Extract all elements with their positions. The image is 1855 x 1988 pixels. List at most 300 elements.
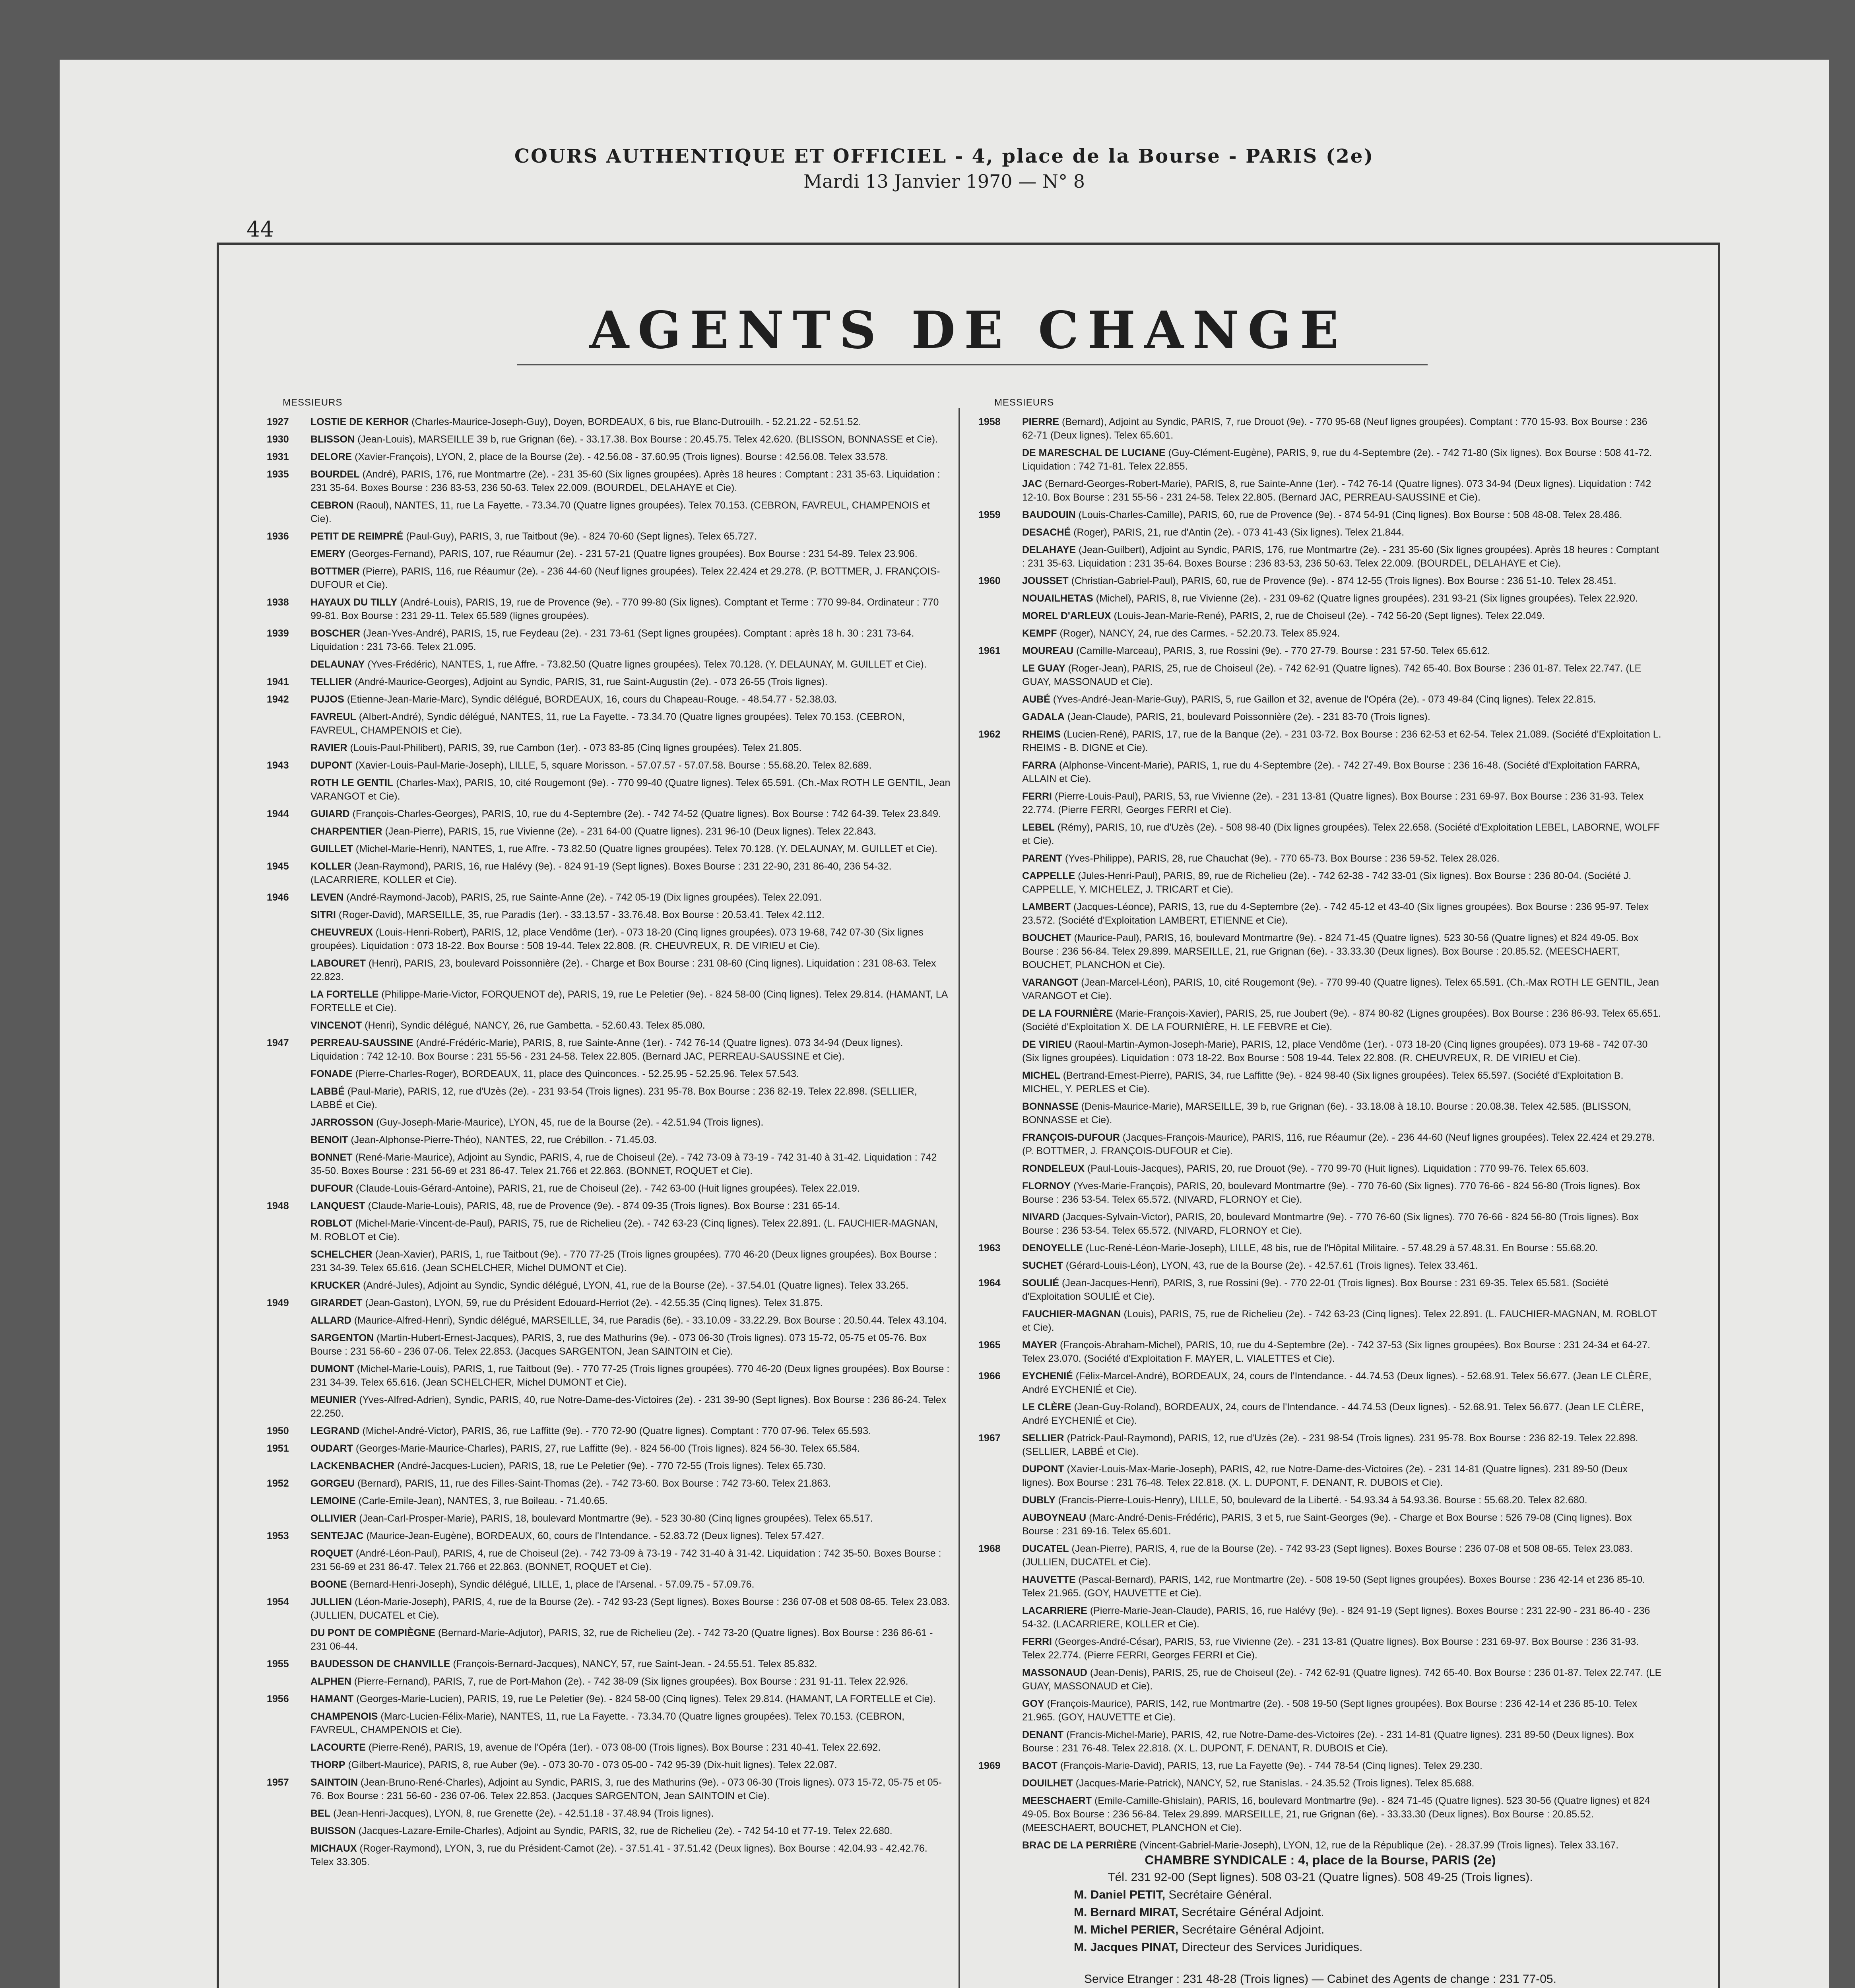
agent-entry [267,450,951,464]
entry-year: 1927 [267,416,289,427]
agent-details: (Jacques-Lazare-Emile-Charles), Adjoint au Syndic, PARIS, 32, rue de Richelieu (2e). - 742 54-10 et 77-19. Telex 22.680. [355,1825,893,1837]
agent-details: (Yves-Marie-François), PARIS, 20, boulevard Montmartre (9e). - 770 76-60 (Six lignes). 770 76-66 - 824 56-80 (Trois lignes). Box Bourse : 236 53-54. Telex 65.572. (NIVARD, FLORNOY et Cie). [1022,1180,1640,1205]
agent-entry [978,1276,1662,1303]
agent-details: (Jacques-François-Maurice), PARIS, 116, rue Réaumur (2e). - 236 44-60 (Neuf lignes groupées). Telex 22.424 et 29.278. (P. BOTTMER, J. FRANÇOIS-DUFOUR et Cie). [1022,1132,1655,1157]
agent-name: AUBÉ [1022,694,1050,705]
agent-details: (Jean-Alphonse-Pierre-Théo), NANTES, 22, rue Crébillon. - 71.45.03. [348,1134,657,1145]
agent-entry [267,530,951,543]
agent-name: TELLIER [310,676,352,687]
agent-entry [978,1131,1662,1158]
agent-name: DENOYELLE [1022,1242,1083,1254]
entry-year: 1953 [267,1530,289,1541]
agent-name: BONNASSE [1022,1101,1079,1112]
agent-entry [978,609,1662,623]
agent-details: (Gilbert-Maurice), PARIS, 8, rue Auber (9e). - 073 30-70 - 073 05-00 - 742 95-39 (Dix-huit lignes). Telex 22.087. [345,1759,837,1771]
agent-entry [267,1424,951,1438]
agent-name: BAUDOUIN [1022,509,1076,520]
agent-name: BOUCHET [1022,932,1071,944]
agent-details: (Jules-Henri-Paul), PARIS, 89, rue de Richelieu (2e). - 742 62-38 - 742 33-01 (Six lignes). Box Bourse : 236 80-04. (Société J. CAPPELLE, Y. MICHELEZ, J. TRICART et Cie). [1022,870,1632,895]
entry-year: 1952 [267,1478,289,1489]
agent-name: LABOURET [310,958,366,969]
service-line: Service Etranger : 231 48-28 (Trois lignes) — Cabinet des Agents de change : 231 77-05. [1084,1972,1556,1986]
agent-details: (Louis-Paul-Philibert), PARIS, 39, rue Cambon (1er). - 073 83-85 (Cinq lignes groupées). Telex 21.805. [347,742,802,753]
agent-name: FERRI [1022,1636,1052,1647]
entry-year [267,957,310,984]
agent-entry [267,1296,951,1310]
agent-name: DELAHAYE [1022,544,1076,555]
agent-name: GUILLET [310,843,353,854]
entry-year [267,1675,310,1688]
agent-entry [978,1728,1662,1755]
agent-details: (Carle-Emile-Jean), NANTES, 3, rue Boileau. - 71.40.65. [355,1495,608,1507]
entry-year: 1955 [267,1658,289,1670]
agent-entry [267,1442,951,1455]
staff-list [1022,1886,1618,1956]
agent-name: BRAC DE LA PERRIÈRE [1022,1840,1137,1851]
agent-entry [267,1578,951,1591]
agent-details: (Raoul), NANTES, 11, rue La Fayette. - 73.34.70 (Quatre lignes groupées). Telex 70.153. (CEBRON, FAVREUL, CHAMPENOIS et Cie). [310,500,930,524]
agent-details: (Maurice-Jean-Eugène), BORDEAUX, 60, cours de l'Intendance. - 52.83.72 (Deux lignes). Telex 57.427. [363,1530,825,1541]
entry-year: 1935 [267,469,289,480]
entry-year: 1965 [978,1340,1001,1351]
staff-member [1074,1939,1618,1956]
agent-details: (Louis-Henri-Robert), PARIS, 12, place Vendôme (1er). - 073 18-20 (Cinq lignes groupées). 073 19-68, 742 07-30 (Six lignes groupées). Liquidation : 073 18-22. Box Bourse : 508 19-44. Telex 22.808. (R. CHEUVREUX, R. DE VIRIEU et Cie). [310,927,924,951]
agent-entry [267,1248,951,1275]
agent-entry [978,543,1662,570]
entry-year [978,1666,1022,1693]
agent-details: (Jean-Pierre), PARIS, 15, rue Vivienne (2e). - 231 64-00 (Quatre lignes). 231 96-10 (Deux lignes). Telex 22.843. [382,826,876,837]
agent-entry [978,508,1662,522]
entry-year [978,1307,1022,1334]
agent-name: HAYAUX DU TILLY [310,597,398,608]
agent-details: (Marie-François-Xavier), PARIS, 25, rue Joubert (9e). - 874 80-82 (Lignes groupées). Box Bourse : 236 86-93. Telex 65.651. (Société d'Exploitation X. DE LA FOURNIÈRE, H. LE FEBVRE et Cie). [1022,1008,1661,1033]
agent-details: (Pierre-Fernand), PARIS, 7, rue de Port-Mahon (2e). - 742 38-09 (Six lignes groupées). Box Bourse : 231 91-11. Telex 22.926. [351,1676,908,1687]
agent-details: (Jean-Carl-Prosper-Marie), PARIS, 18, boulevard Montmartre (9e). - 523 30-80 (Cinq lignes groupées). Telex 65.517. [356,1513,873,1524]
agent-details: (André-Maurice-Georges), Adjoint au Syndic, PARIS, 31, rue Saint-Augustin (2e). - 073 26-55 (Trois lignes). [352,676,828,687]
agent-details: (Pierre-Louis-Paul), PARIS, 53, rue Vivienne (2e). - 231 13-81 (Quatre lignes). Box Bourse : 231 69-97. Box Bourse : 236 31-93. Telex 22.774. (Pierre FERRI, Georges FERRI et Cie). [1022,791,1644,815]
agent-entry [978,728,1662,755]
agent-entry [978,1179,1662,1206]
agent-details: (Bernard-Henri-Joseph), Syndic délégué, LILLE, 1, place de l'Arsenal. - 57.09.75 - 57.09.76. [347,1579,755,1590]
agent-name: SITRI [310,909,336,920]
agent-entry [267,1595,951,1622]
entry-year [978,1697,1022,1724]
agent-details: (Roger), NANCY, 24, rue des Carmes. - 52.20.73. Telex 85.924. [1057,628,1340,639]
agent-details: (Philippe-Marie-Victor, FORQUENOT de), PARIS, 19, rue Le Peletier (9e). - 824 58-00 (Cinq lignes). Telex 29.814. (HAMANT, LA FORTELLE et Cie). [310,989,947,1013]
agent-entry [978,790,1662,817]
agent-name: THORP [310,1759,345,1771]
agent-details: (Pierre-Charles-Roger), BORDEAUX, 11, place des Quinconces. - 52.25.95 - 52.25.96. Telex 57.543. [352,1068,799,1079]
entry-year [978,900,1022,927]
agent-name: SCHELCHER [310,1249,373,1260]
page-header [60,145,1829,192]
agent-name: DE LA FOURNIÈRE [1022,1008,1113,1019]
agent-entry [978,976,1662,1003]
agent-details: (André-Frédéric-Marie), PARIS, 8, rue Sainte-Anne (1er). - 742 76-14 (Quatre lignes). 073 34-94 (Deux lignes). Liquidation : 742 12-10. Box Bourse : 231 55-56 - 231 24-58. Telex 22.805. (Bernard JAC, PERREAU-SAUSSINE et Cie). [310,1037,903,1062]
agent-details: (Xavier-Louis-Paul-Marie-Joseph), LILLE, 5, square Morisson. - 57.07.57 - 57.07.58. Bourse : 55.68.20. Telex 82.689. [352,760,872,771]
agent-entry [978,931,1662,972]
entry-year [978,976,1022,1003]
agent-entry [978,759,1662,786]
agent-name: ROTH LE GENTIL [310,777,394,788]
agent-name: KEMPF [1022,628,1057,639]
entry-year [978,1794,1022,1835]
entry-year: 1944 [267,808,289,819]
agent-name: BUISSON [310,1825,356,1837]
agent-entry [978,1069,1662,1096]
agent-details: (Paul-Marie), PARIS, 12, rue d'Uzès (2e). - 231 93-54 (Trois lignes). 231 95-78. Box Bourse : 236 82-19. Telex 22.898. (SELLIER, LABBÉ et Cie). [310,1086,917,1110]
agent-details: (Jacques-Sylvain-Victor), PARIS, 20, boulevard Montmartre (9e). - 770 76-60 (Six lignes). 770 76-66 - 824 56-80 (Trois lignes). Box Bourse : 236 53-54. Telex 65.572. (NIVARD, FLORNOY et Cie). [1022,1211,1639,1236]
staff-role: Secrétaire Général Adjoint. [1178,1923,1325,1936]
agent-name: GOY [1022,1698,1044,1709]
agent-entry [267,1807,951,1820]
agent-name: LA FORTELLE [310,989,379,1000]
agent-entry [267,693,951,706]
agent-name: VINCENOT [310,1020,362,1031]
agent-name: BEL [310,1808,330,1819]
agent-details: (Guy-Clément-Eugène), PARIS, 9, rue du 4-Septembre (2e). - 742 71-80 (Six lignes). Box Bourse : 508 41-72. Liquidation : 742 71-81. Telex 22.855. [1022,447,1652,472]
entry-year: 1931 [267,451,289,462]
agent-entry [978,574,1662,588]
agent-name: MOUREAU [1022,645,1074,656]
entry-year [267,1842,310,1869]
agent-details: (Charles-Max), PARIS, 10, cité Rougemont (9e). - 770 99-40 (Quatre lignes). Telex 65.591. (Ch.-Max ROTH LE GENTIL, Jean VARANGOT et Cie). [310,777,951,802]
agent-details: (Paul-Louis-Jacques), PARIS, 20, rue Drouot (9e). - 770 99-70 (Huit lignes). Liquidation : 770 99-76. Telex 65.603. [1084,1163,1589,1174]
agent-entry [978,644,1662,658]
agent-entry [267,1776,951,1803]
agent-name: BOSCHER [310,628,361,639]
entry-year: 1936 [267,531,289,542]
entry-year [267,1824,310,1838]
entry-year [267,1362,310,1389]
agent-details: (André-Jules), Adjoint au Syndic, Syndic délégué, LYON, 41, rue de la Bourse (2e). - 37.54.01 (Quatre lignes). Telex 33.265. [360,1280,909,1291]
chambre-title: CHAMBRE SYNDICALE : 4, place de la Bourse, PARIS (2e) [1145,1853,1496,1867]
entry-year: 1959 [978,509,1001,520]
agent-entry [267,433,951,446]
agent-entry [978,1210,1662,1237]
entry-year [978,609,1022,623]
entry-year [978,1839,1022,1852]
agent-entry [978,627,1662,640]
agent-entry [267,926,951,953]
agent-entry [267,1512,951,1525]
agent-details: (Roger-Jean), PARIS, 25, rue de Choiseul (2e). - 742 62-91 (Quatre lignes). 742 65-40. Box Bourse : 236 01-87. Telex 22.747. (LE GUAY, MASSONAUD et Cie). [1022,663,1642,687]
entry-year [267,1547,310,1574]
entry-year [978,1400,1022,1427]
agent-details: (Marc-André-Denis-Frédéric), PARIS, 3 et 5, rue Saint-Georges (9e). - Charge et Box Bourse : 526 79-08 (Cinq lignes). Box Bourse : 231 69-16. Telex 65.601. [1022,1512,1632,1537]
agent-name: SOULIÉ [1022,1277,1059,1289]
agent-details: (Jean-Louis), MARSEILLE 39 b, rue Grignan (6e). - 33.17.38. Box Bourse : 20.45.75. Telex 42.620. (BLISSON, BONNASSE et Cie). [355,434,938,445]
agent-details: (Henri), Syndic délégué, NANCY, 26, rue Gambetta. - 52.60.43. Telex 85.080. [362,1020,705,1031]
chambre-phone: Tél. 231 92-00 (Sept lignes). 508 03-21 (Quatre lignes). 508 49-25 (Trois lignes). [1108,1871,1533,1884]
agent-details: (Bernard), Adjoint au Syndic, PARIS, 7, rue Drouot (9e). - 770 95-68 (Neuf lignes groupées). Comptant : 770 15-93. Box Bourse : 236 62-71 (Deux lignes). Telex 65.601. [1022,416,1647,441]
entry-year [267,658,310,671]
agent-entry [978,415,1662,442]
agent-details: (Louis-Jean-Marie-René), PARIS, 2, rue de Choiseul (2e). - 742 56-20 (Sept lignes). Telex 22.049. [1111,610,1545,621]
agent-name: MAYER [1022,1340,1057,1351]
agent-entry [978,1369,1662,1396]
agent-details: (Bertrand-Ernest-Pierre), PARIS, 34, rue Laffitte (9e). - 824 98-40 (Six lignes groupées). Telex 65.597. (Société d'Exploitation B. MICHEL, Y. PERLES et Cie). [1022,1070,1624,1095]
agent-details: (François-Marie-David), PARIS, 13, rue La Fayette (9e). - 744 78-54 (Cinq lignes). Telex 29.230. [1057,1760,1482,1771]
entry-year [978,759,1022,786]
agent-details: (Roger-David), MARSEILLE, 35, rue Paradis (1er). - 33.13.57 - 33.76.48. Box Bourse : 20.53.41. Telex 42.112. [336,909,825,920]
agent-name: JOUSSET [1022,575,1069,586]
agent-name: DELORE [310,451,352,462]
agent-entry [978,592,1662,605]
entry-year [267,1133,310,1147]
entry-year [978,790,1022,817]
agent-name: DUCATEL [1022,1543,1069,1554]
agent-details: (Emile-Camille-Ghislain), PARIS, 16, boulevard Montmartre (9e). - 824 71-45 (Quatre lignes). 523 30-56 (Quatre lignes) et 824 49-05. Box Bourse : 236 56-84. Telex 29.899. MARSEILLE, 21, rue Grignan (6e). - 33.33.30 (Deux lignes). Box Bourse : 20.85.52. (MEESCHAERT, BOUCHET, PLANCHON et Cie). [1022,1795,1650,1833]
agent-name: FARRA [1022,760,1057,771]
agent-details: (Xavier-François), LYON, 2, place de la Bourse (2e). - 42.56.08 - 37.60.95 (Trois lignes). Bourse : 42.56.08. Telex 33.578. [352,451,889,462]
entry-year: 1960 [978,575,1001,586]
agent-name: FAVREUL [310,711,356,722]
agent-name: CEBRON [310,500,354,511]
entry-year [978,852,1022,865]
agent-name: HAUVETTE [1022,1574,1076,1585]
agent-name: BAUDESSON DE CHANVILLE [310,1658,450,1670]
entry-year [267,908,310,922]
agent-details: (Patrick-Paul-Raymond), PARIS, 12, rue d'Uzès (2e). - 231 98-54 (Trois lignes). 231 95-78. Box Bourse : 236 82-19. Telex 22.898. (SELLIER, LABBÉ et Cie). [1022,1433,1638,1457]
entry-year [267,1807,310,1820]
entry-year: 1947 [267,1037,289,1048]
agent-name: FONADE [310,1068,353,1079]
agent-list [267,415,951,1869]
agent-details: (Paul-Guy), PARIS, 3, rue Taitbout (9e). - 824 70-60 (Sept lignes). Telex 65.727. [403,531,757,542]
entry-year: 1939 [267,628,289,639]
staff-member [1074,1886,1618,1904]
agent-name: BOONE [310,1579,347,1590]
agent-entry [267,1314,951,1327]
entry-year [978,1210,1022,1237]
agent-details: (Georges-Marie-Lucien), PARIS, 19, rue Le Peletier (9e). - 824 58-00 (Cinq lignes). Telex 29.814. (HAMANT, LA FORTELLE et Cie). [353,1693,936,1705]
agent-name: LAMBERT [1022,901,1071,912]
agent-details: (Francis-Michel-Marie), PARIS, 42, rue Notre-Dame-des-Victoires (2e). - 231 14-81 (Quatre lignes). 231 89-50 (Deux lignes). Box Bourse : 231 76-48. Telex 22.818. (X. L. DUPONT, F. DENANT, R. DUBOIS et Cie). [1022,1729,1634,1754]
agent-entry [267,596,951,623]
agent-details: (Albert-André), Syndic délégué, NANTES, 11, rue La Fayette. - 73.34.70 (Quatre lignes groupées). Telex 70.153. (CEBRON, FAVREUL, CHAMPENOIS et Cie). [310,711,905,736]
agent-entry [267,565,951,592]
staff-name: M. Bernard MIRAT, [1074,1906,1178,1919]
entry-year [978,1100,1022,1127]
agent-details: (Michel-Marie-Vincent-de-Paul), PARIS, 75, rue de Richelieu (2e). - 742 63-23 (Cinq lignes). Telex 22.891. (L. FAUCHIER-MAGNAN, M. ROBLOT et Cie). [310,1218,938,1242]
agent-entry [978,900,1662,927]
agent-details: (François-Bernard-Jacques), NANCY, 57, rue Saint-Jean. - 24.55.51. Telex 85.832. [450,1658,817,1670]
agent-details: (Pierre), PARIS, 116, rue Réaumur (2e). - 236 44-60 (Neuf lignes groupées). Telex 22.424 et 29.278. (P. BOTTMER, J. FRANÇOIS-DUFOUR et Cie). [310,566,940,590]
agent-details: (André-Raymond-Jacob), PARIS, 25, rue Sainte-Anne (2e). - 742 05-19 (Dix lignes groupées). Telex 22.091. [343,892,822,903]
entry-year [978,931,1022,972]
agent-name: DOUILHET [1022,1778,1073,1789]
staff-name: M. Michel PERIER, [1074,1923,1179,1936]
agent-details: (Raoul-Martin-Aymon-Joseph-Marie), PARIS, 12, place Vendôme (1er). - 073 18-20 (Cinq lignes groupées). 073 19-68 - 742 07-30 (Six lignes groupées). Liquidation : 073 18-22. Box Bourse : 508 19-44. Telex 22.808. (R. CHEUVREUX, R. DE VIRIEU et Cie). [1022,1039,1648,1064]
agent-details: (Martin-Hubert-Ernest-Jacques), PARIS, 3, rue des Mathurins (9e). - 073 06-30 (Trois lignes). 073 15-72, 05-75 et 05-76. Box Bourse : 231 56-60 - 236 07-06. Telex 22.853. (Jacques SARGENTON, Jean SAINTOIN et Cie). [310,1332,927,1357]
entry-year: 1938 [267,597,289,608]
agent-entry [267,759,951,772]
entry-year [978,477,1022,504]
agent-entry [267,1085,951,1112]
agent-entry [267,1710,951,1737]
agent-name: CAPPELLE [1022,870,1075,881]
agent-name: MICHAUX [310,1843,357,1854]
agent-details: (Pascal-Bernard), PARIS, 142, rue Montmartre (2e). - 508 19-50 (Sept lignes groupées). Boxes Bourse : 236 42-14 et 236 85-10. Telex 21.965. (GOY, HAUVETTE et Cie). [1022,1574,1645,1599]
agent-details: (Jean-Gaston), LYON, 59, rue du Président Edouard-Herriot (2e). - 42.55.35 (Cinq lignes). Telex 31.875. [362,1297,823,1309]
agent-details: (Jean-Denis), PARIS, 25, rue de Choiseul (2e). - 742 62-91 (Quatre lignes). 742 65-40. Box Bourse : 236 01-87. Telex 22.747. (LE GUAY, MASSONAUD et Cie). [1022,1667,1662,1692]
agent-name: SAINTOIN [310,1777,358,1788]
column-heading: MESSIEURS [283,397,343,408]
agent-name: GORGEU [310,1478,355,1489]
agent-entry [267,776,951,803]
agent-name: CHARPENTIER [310,826,382,837]
agent-name: NIVARD [1022,1211,1059,1223]
agent-details: (Henri), PARIS, 23, boulevard Poissonnière (2e). - Charge et Box Bourse : 231 08-60 (Cinq lignes). Liquidation : 231 08-63. Telex 22.823. [310,958,936,982]
agent-entry [267,1019,951,1032]
agent-entry [267,710,951,737]
agent-details: (Claude-Louis-Gérard-Antoine), PARIS, 21, rue de Choiseul (2e). - 742 63-00 (Huit lignes groupées). Telex 22.019. [353,1183,860,1194]
entry-year [267,1182,310,1195]
agent-details: (Camille-Marceau), PARIS, 3, rue Rossini (9e). - 770 27-79. Bourse : 231 57-50. Telex 65.612. [1073,645,1490,656]
agent-name: SARGENTON [310,1332,374,1343]
agent-details: (Jean-Yves-André), PARIS, 15, rue Feydeau (2e). - 231 73-61 (Sept lignes groupées). Comptant : après 18 h. 30 : 231 73-64. Liquidation : 231 73-66. Telex 21.095. [310,628,914,652]
entry-year: 1962 [978,729,1001,740]
agent-details: (Georges-André-César), PARIS, 53, rue Vivienne (2e). - 231 13-81 (Quatre lignes). Box Bourse : 231 69-97. Box Bourse : 236 31-93. Telex 22.774. (Pierre FERRI, Georges FERRI et Cie). [1022,1636,1639,1661]
agent-name: DELAUNAY [310,659,365,670]
entry-year [267,1151,310,1178]
agent-entry [267,1824,951,1838]
staff-member [1074,1904,1618,1921]
agent-name: KOLLER [310,861,351,872]
agent-details: (Yves-Frédéric), NANTES, 1, rue Affre. - 73.82.50 (Quatre lignes groupées). Telex 70.128. (Y. DELAUNAY, M. GUILLET et Cie). [365,659,927,670]
agent-entry [978,1431,1662,1458]
agent-name: GIRARDET [310,1297,363,1309]
agent-name: JULLIEN [310,1596,352,1607]
agent-entry [978,1759,1662,1773]
agent-entry [978,1511,1662,1538]
agent-details: (Georges-Marie-Maurice-Charles), PARIS, 27, rue Laffitte (9e). - 824 56-00 (Trois lignes). 824 56-30. Telex 65.584. [353,1443,860,1454]
agent-name: AUBOYNEAU [1022,1512,1087,1523]
agent-details: (Bernard), PARIS, 11, rue des Filles-Saint-Thomas (2e). - 742 73-60. Box Bourse : 742 73-60. Telex 21.863. [355,1478,831,1489]
agent-entry [978,1007,1662,1034]
agent-entry [267,1116,951,1129]
column-divider [959,408,960,1988]
agent-name: LANQUEST [310,1200,365,1211]
page-number: 44 [246,217,274,242]
entry-year [978,1131,1022,1158]
agent-entry [267,1675,951,1688]
agent-entry [267,1741,951,1754]
agent-name: PARENT [1022,853,1062,864]
entry-year: 1954 [267,1596,289,1607]
agent-entry [267,1758,951,1772]
agent-details: (André-Jacques-Lucien), PARIS, 18, rue Le Peletier (9e). - 770 72-55 (Trois lignes). Telex 65.730. [394,1460,826,1472]
agent-entry [978,710,1662,724]
entry-year [978,1493,1022,1507]
agent-entry [978,477,1662,504]
agent-name: MOREL D'ARLEUX [1022,610,1111,621]
agent-name: EMERY [310,548,345,559]
entry-year: 1968 [978,1543,1001,1554]
entry-year: 1946 [267,892,289,903]
entry-year: 1969 [978,1760,1001,1771]
agent-name: ALLARD [310,1315,351,1326]
agent-details: (Roger-Raymond), LYON, 3, rue du Président-Carnot (2e). - 37.51.41 - 37.51.42 (Deux lignes). Box Bourse : 42.04.93 - 42.42.76. Telex 33.305. [310,1843,928,1868]
agent-name: LEVEN [310,892,344,903]
agent-details: (Jean-Guy-Roland), BORDEAUX, 24, cours de l'Intendance. - 44.74.53 (Deux lignes). - 52.68.91. Telex 56.677. (Jean LE CLÈRE, André EYCHENIÉ et Cie). [1022,1402,1644,1426]
agent-entry [978,1038,1662,1065]
agent-name: LACOURTE [310,1742,366,1753]
entry-year [978,627,1022,640]
agent-entry [978,1604,1662,1631]
agent-entry [267,658,951,671]
entry-year [267,710,310,737]
agent-entry [267,1279,951,1292]
entry-year [978,1462,1022,1489]
entry-year [267,1314,310,1327]
entry-year [267,565,310,592]
entry-year [267,1741,310,1754]
entry-year [978,543,1022,570]
entry-year: 1964 [978,1277,1001,1289]
staff-name: M. Jacques PINAT, [1074,1941,1178,1954]
agent-details: (Jacques-Marie-Patrick), NANCY, 52, rue Stanislas. - 24.35.52 (Trois lignes). Telex 85.688. [1073,1778,1475,1789]
entry-year [267,1085,310,1112]
agent-name: MEUNIER [310,1394,357,1406]
agent-entry [267,860,951,887]
agent-name: CHEUVREUX [310,927,373,938]
entry-year [267,988,310,1015]
agent-entry [978,693,1662,706]
agent-entry [267,1133,951,1147]
entry-year [267,1459,310,1473]
agent-name: CHAMPENOIS [310,1711,378,1722]
entry-year [267,1512,310,1525]
entry-year: 1957 [267,1777,289,1788]
agent-details: (Marc-Lucien-Félix-Marie), NANTES, 11, rue La Fayette. - 73.34.70 (Quatre lignes groupées). Telex 70.153. (CEBRON, FAVREUL, CHAMPENOIS et Cie). [310,1711,905,1736]
agent-details: (Michel-André-Victor), PARIS, 36, rue Laffitte (9e). - 770 72-90 (Quatre lignes). Comptant : 770 07-96. Telex 65.593. [359,1425,871,1437]
entry-year: 1949 [267,1297,289,1309]
entry-year [267,1710,310,1737]
agent-name: LACARRIERE [1022,1605,1087,1616]
agent-entry [978,1338,1662,1365]
agent-details: (Louis-Charles-Camille), PARIS, 60, rue de Provence (9e). - 874 54-91 (Cinq lignes). Box Bourse : 508 48-08. Telex 28.486. [1075,509,1622,520]
agent-name: RHEIMS [1022,729,1061,740]
agent-details: (Maurice-Paul), PARIS, 16, boulevard Montmartre (9e). - 824 71-45 (Quatre lignes). 523 30-56 (Quatre lignes) et 824 49-05. Box Bourse : 236 56-84. Telex 29.899. MARSEILLE, 21, rue Grignan (6e). - 33.33.30 (Deux lignes). Box Bourse : 20.85.52. (MEESCHAERT, BOUCHET, PLANCHON et Cie). [1022,932,1639,971]
agent-details: (Jean-Xavier), PARIS, 1, rue Taitbout (9e). - 770 77-25 (Trois lignes groupées). 770 46-20 (Deux lignes groupées). Box Bourse : 231 34-39. Telex 65.616. (Jean SCHELCHER, Michel DUMONT et Cie). [310,1249,937,1274]
agent-details: (Denis-Maurice-Marie), MARSEILLE, 39 b, rue Grignan (6e). - 33.18.08 à 18.10. Bourse : 20.08.38. Telex 42.585. (BLISSON, BONNASSE et Cie). [1022,1101,1632,1126]
agent-details: (Pierre-René), PARIS, 19, avenue de l'Opéra (1er). - 073 08-00 (Trois lignes). Box Bourse : 231 40-41. Telex 22.692. [365,1742,881,1753]
entry-year [267,1217,310,1244]
agent-entry [978,1241,1662,1255]
entry-year [267,1019,310,1032]
agent-details: (Jacques-Léonce), PARIS, 13, rue du 4-Septembre (2e). - 742 45-12 et 43-40 (Six lignes groupées). Box Bourse : 236 95-97. Telex 23.572. (Société d'Exploitation LAMBERT, ETIENNE et Cie). [1022,901,1649,926]
agent-name: DUBLY [1022,1495,1056,1506]
agent-name: ALPHEN [310,1676,351,1687]
entry-year [267,1331,310,1358]
entry-year: 1963 [978,1242,1001,1254]
staff-name: M. Daniel PETIT, [1074,1888,1166,1901]
entry-year [267,1494,310,1508]
agent-entry [267,1067,951,1081]
agent-name: GUIARD [310,808,350,819]
agent-entry [267,988,951,1015]
agent-name: DE MARESCHAL DE LUCIANE [1022,447,1166,458]
agent-entry [267,1657,951,1671]
agent-details: (Félix-Marcel-André), BORDEAUX, 24, cours de l'Intendance. - 44.74.53 (Deux lignes). - 52.68.91. Telex 56.677. (Jean LE CLÈRE, André EYCHENIÉ et Cie). [1022,1371,1651,1395]
agent-entry [978,662,1662,689]
agent-entry [267,1036,951,1063]
agent-details: (Bernard-Georges-Robert-Marie), PARIS, 8, rue Sainte-Anne (1er). - 742 76-14 (Quatre lignes). 073 34-94 (Deux lignes). Liquidation : 742 12-10. Box Bourse : 231 55-56 - 231 24-58. Telex 22.805. (Bernard JAC, PERREAU-SAUSSINE et Cie). [1022,478,1651,503]
issue-date: Mardi 13 Janvier 1970 — N° 8 [803,171,1085,192]
agent-details: (Yves-André-Jean-Marie-Guy), PARIS, 5, rue Gaillon et 32, avenue de l'Opéra (2e). - 073 49-84 (Cinq lignes). Telex 22.815. [1050,694,1596,705]
